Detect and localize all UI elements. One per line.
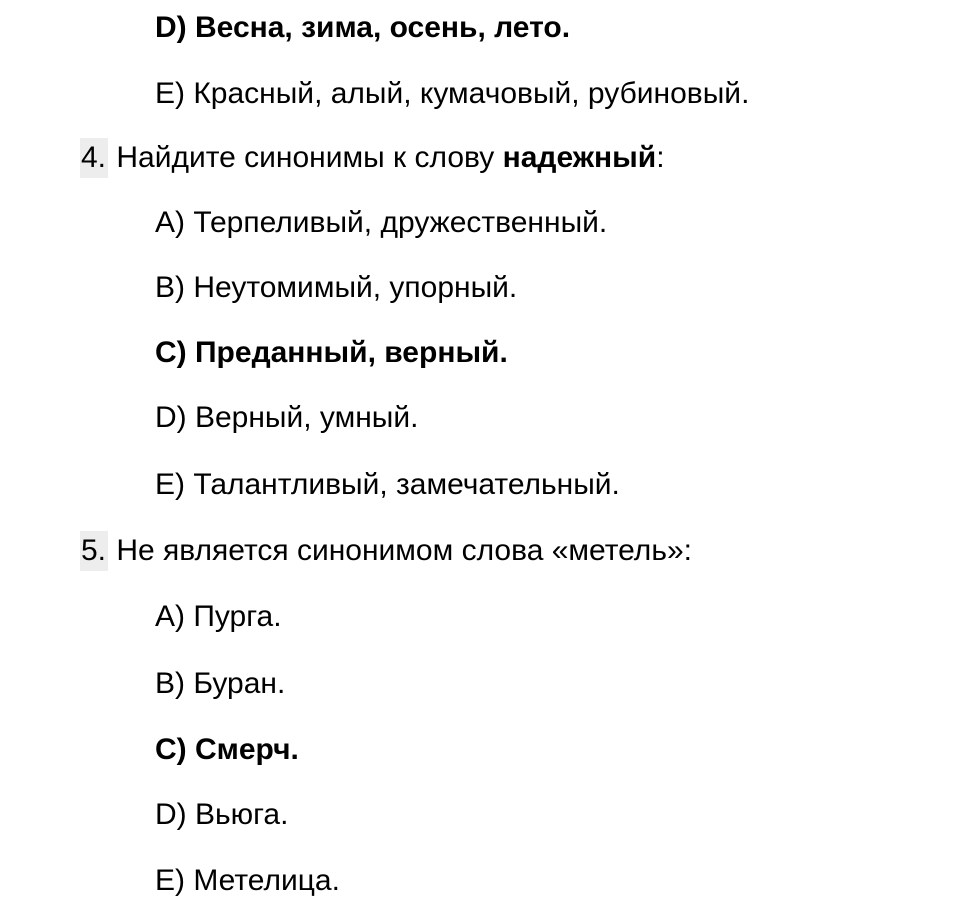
q4-option-c: C) Преданный, верный. [155,336,508,369]
q5-option-d: D) Вьюга. [155,798,289,831]
q5-option-e: E) Метелица. [155,864,340,897]
q4-option-a: A) Терпеливый, дружественный. [155,206,608,239]
q4-prompt [80,138,665,178]
q4-keyword: надежный [502,141,657,174]
q5-option-b: B) Буран. [155,667,286,700]
q4-option-b: B) Неутомимый, упорный. [155,271,518,304]
q4-prompt-start: Найдите синонимы к слову [108,141,503,174]
q5-prompt [80,531,692,571]
q5-option-a: A) Пурга. [155,600,282,633]
q4-prompt-end: : [656,141,665,174]
q4-number: 4. [80,138,108,178]
q5-number: 5. [80,531,108,571]
q3-option-d: D) Весна, зима, осень, лето. [155,11,571,44]
q4-option-e: E) Талантливый, замечательный. [155,468,620,501]
q5-prompt-text: Не является синонимом слова «метель»: [108,534,692,567]
q4-option-d: D) Верный, умный. [155,401,419,434]
q5-option-c: C) Смерч. [155,733,299,766]
q3-option-e: E) Красный, алый, кумачовый, рубиновый. [155,77,750,110]
